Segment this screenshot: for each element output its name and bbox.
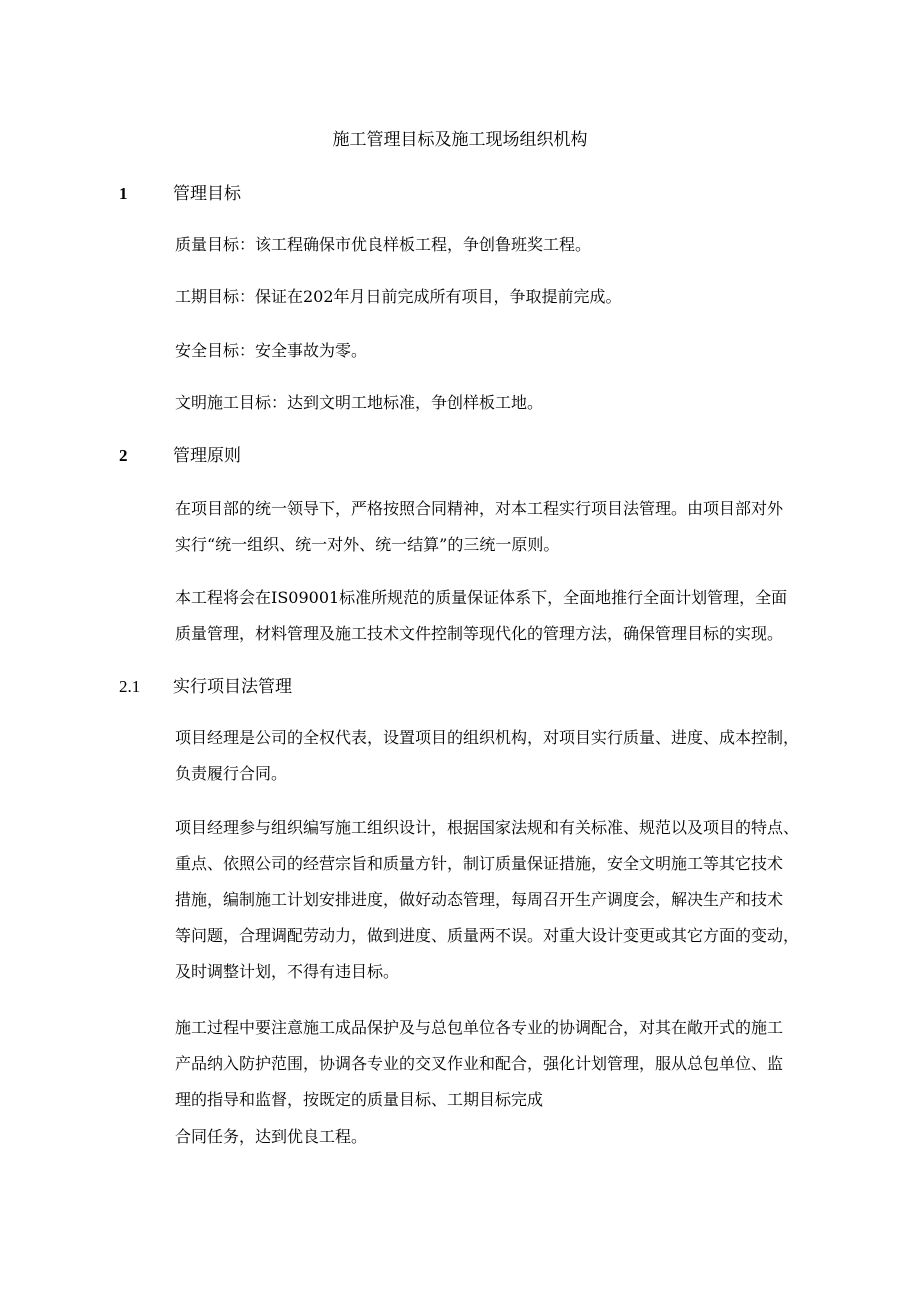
paragraph-line: 工期目标：保证在202年月日前完成所有项目，争取提前完成。	[175, 287, 622, 306]
paragraph-line: 及时调整计划，不得有违目标。	[175, 962, 400, 981]
paragraph-line: 理的指导和监督，按既定的质量目标、工期目标完成	[175, 1090, 544, 1109]
paragraph-line: 措施，编制施工计划安排进度，做好动态管理，每周召开生产调度会，解决生产和技术	[175, 890, 784, 909]
paragraph-schedule-goal	[175, 279, 835, 315]
paragraph-line: 负责履行合同。	[175, 764, 288, 783]
section-heading-2	[119, 444, 241, 468]
paragraph-construction-process	[175, 1010, 835, 1118]
paragraph-line: 质量目标：该工程确保市优良样板工程，争创鲁班奖工程。	[175, 235, 592, 254]
paragraph-principle-1	[175, 491, 835, 563]
paragraph-line: 本工程将会在IS09001标准所规范的质量保证体系下，全面地推行全面计划管理，全面	[175, 588, 788, 607]
section-title: 实行项目法管理	[173, 677, 292, 697]
section-number: 2.1	[119, 677, 141, 696]
document-title: 施工管理目标及施工现场组织机构	[332, 130, 588, 150]
paragraph-line: 等问题，合理调配劳动力，做到进度、质量两不误。对重大设计变更或其它方面的变动，	[175, 926, 800, 945]
paragraph-contract-task	[175, 1119, 835, 1155]
paragraph-pm-duties	[175, 810, 835, 990]
section-number: 2	[119, 446, 128, 465]
paragraph-line: 重点、依照公司的经营宗旨和质量方针，制订质量保证措施，安全文明施工等其它技术	[175, 854, 784, 873]
paragraph-line: 施工过程中要注意施工成品保护及与总包单位各专业的协调配合，对其在敞开式的施工	[175, 1018, 784, 1037]
paragraph-principle-2	[175, 580, 835, 652]
section-heading-1	[119, 182, 241, 206]
paragraph-line: 项目经理是公司的全权代表，设置项目的组织机构，对项目实行质量、进度、成本控制，	[175, 728, 800, 747]
section-title: 管理原则	[173, 446, 241, 466]
paragraph-safety-goal	[175, 333, 835, 369]
paragraph-pm-role	[175, 720, 835, 792]
paragraph-line: 实行“统一组织、统一对外、统一结算”的三统一原则。	[175, 535, 560, 554]
paragraph-line: 质量管理，材料管理及施工技术文件控制等现代化的管理方法，确保管理目标的实现。	[175, 624, 784, 643]
section-title: 管理目标	[173, 184, 241, 204]
paragraph-quality-goal	[175, 227, 835, 263]
paragraph-line: 产品纳入防护范围，协调各专业的交叉作业和配合，强化计划管理，服从总包单位、监	[175, 1054, 784, 1073]
paragraph-civilized-goal	[175, 385, 835, 421]
paragraph-line: 项目经理参与组织编写施工组织设计，根据国家法规和有关标准、规范以及项目的特点、	[175, 818, 800, 837]
paragraph-line: 合同任务，达到优良工程。	[175, 1127, 368, 1146]
section-heading-2-1	[119, 675, 292, 699]
paragraph-line: 文明施工目标：达到文明工地标准，争创样板工地。	[175, 393, 544, 412]
section-number: 1	[119, 184, 128, 203]
paragraph-line: 在项目部的统一领导下，严格按照合同精神，对本工程实行项目法管理。由项目部对外	[175, 499, 784, 518]
paragraph-line: 安全目标：安全事故为零。	[175, 341, 368, 360]
